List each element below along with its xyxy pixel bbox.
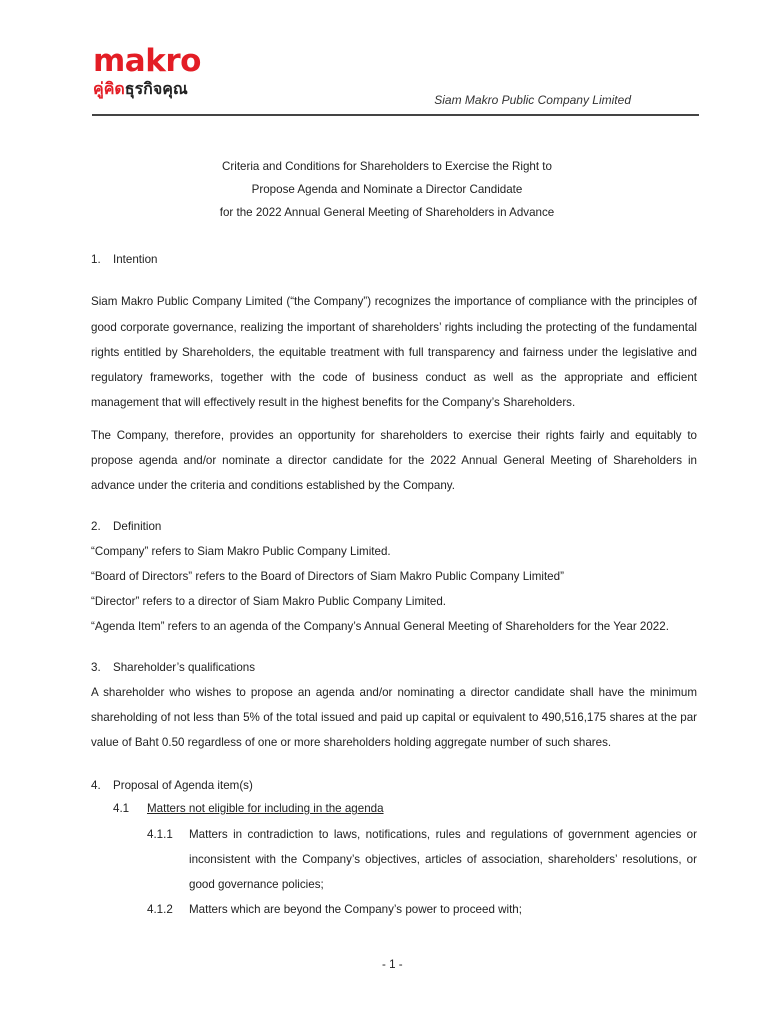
section-4-number: 4. (91, 779, 101, 792)
item-4-1-1-line: good governance policies; (189, 878, 324, 891)
section-4-heading: Proposal of Agenda item(s) (113, 779, 253, 792)
subsection-4-1-heading: Matters not eligible for including in the agenda (147, 802, 384, 815)
logo-tagline-red: คู่คิด (93, 79, 125, 98)
section-2-number: 2. (91, 520, 101, 533)
section-1-para1-line: regulatory frameworks, together with the code of business conduct as well as the appropriate and efficient (91, 371, 697, 384)
section-3-line: A shareholder who wishes to propose an agenda and/or nominating a director candidate shall have the minimum (91, 686, 697, 699)
page-number: - 1 - (382, 958, 403, 971)
definition-line: “Agenda Item” refers to an agenda of the Company’s Annual General Meeting of Shareholders for the Year 2022. (91, 620, 669, 633)
section-1-heading: Intention (113, 253, 158, 266)
logo-tagline (93, 78, 201, 100)
makro-logo (93, 43, 201, 100)
item-4-1-1-number: 4.1.1 (147, 828, 173, 841)
definition-line: “Board of Directors” refers to the Board of Directors of Siam Makro Public Company Limited” (91, 570, 564, 583)
item-4-1-1-line: Matters in contradiction to laws, notifications, rules and regulations of government agencies or (189, 828, 697, 841)
section-3-number: 3. (91, 661, 101, 674)
section-2-heading: Definition (113, 520, 162, 533)
definition-line: “Company” refers to Siam Makro Public Company Limited. (91, 545, 391, 558)
section-3-heading: Shareholder’s qualifications (113, 661, 256, 674)
definition-line: “Director” refers to a director of Siam Makro Public Company Limited. (91, 595, 447, 608)
section-3-line: value of Baht 0.50 regardless of one or more shareholders holding aggregate number of such shares. (91, 736, 612, 749)
section-1-para1-line: Siam Makro Public Company Limited (“the Company”) recognizes the importance of compliance with the principles of (91, 295, 697, 308)
section-1-para1-line: good corporate governance, realizing the important of shareholders’ rights including the protecting of the fundamental (91, 321, 697, 334)
document-title-line-1: Criteria and Conditions for Shareholders to Exercise the Right to (222, 160, 552, 173)
section-1-para1-line: rights entitled by Shareholders, the equitable treatment with full transparency and fairness under the legislative and (91, 346, 697, 359)
document-title-line-3: for the 2022 Annual General Meeting of Shareholders in Advance (219, 206, 555, 219)
section-1-para2-line: propose agenda and/or nominate a director candidate for the 2022 Annual General Meeting of Shareholders in (91, 454, 697, 467)
section-1-para2-line: advance under the criteria and conditions established by the Company. (91, 479, 455, 492)
document-title-line-2: Propose Agenda and Nominate a Director Candidate (251, 183, 523, 196)
header-divider (92, 114, 699, 116)
section-1-para2-line: The Company, therefore, provides an opportunity for shareholders to exercise their rights fairly and equitably to (91, 429, 697, 442)
section-1-para1-line: management that will effectively result in the highest benefits for the Company’s Shareholders. (91, 396, 576, 409)
section-1-number: 1. (91, 253, 101, 266)
item-4-1-2-text: Matters which are beyond the Company’s power to proceed with; (189, 903, 522, 916)
logo-brand: makro (93, 43, 201, 79)
section-3-line: shareholding of not less than 5% of the total issued and paid up capital or equivalent to 490,516,175 shares at the par (91, 711, 697, 724)
logo-tagline-dark: ธุรกิจคุณ (124, 79, 188, 98)
item-4-1-1-line: inconsistent with the Company’s objectives, articles of association, shareholders’ resolutions, or (189, 853, 697, 866)
item-4-1-2-number: 4.1.2 (147, 903, 173, 916)
header-company-name: Siam Makro Public Company Limited (434, 93, 631, 107)
subsection-4-1-number: 4.1 (113, 802, 130, 815)
